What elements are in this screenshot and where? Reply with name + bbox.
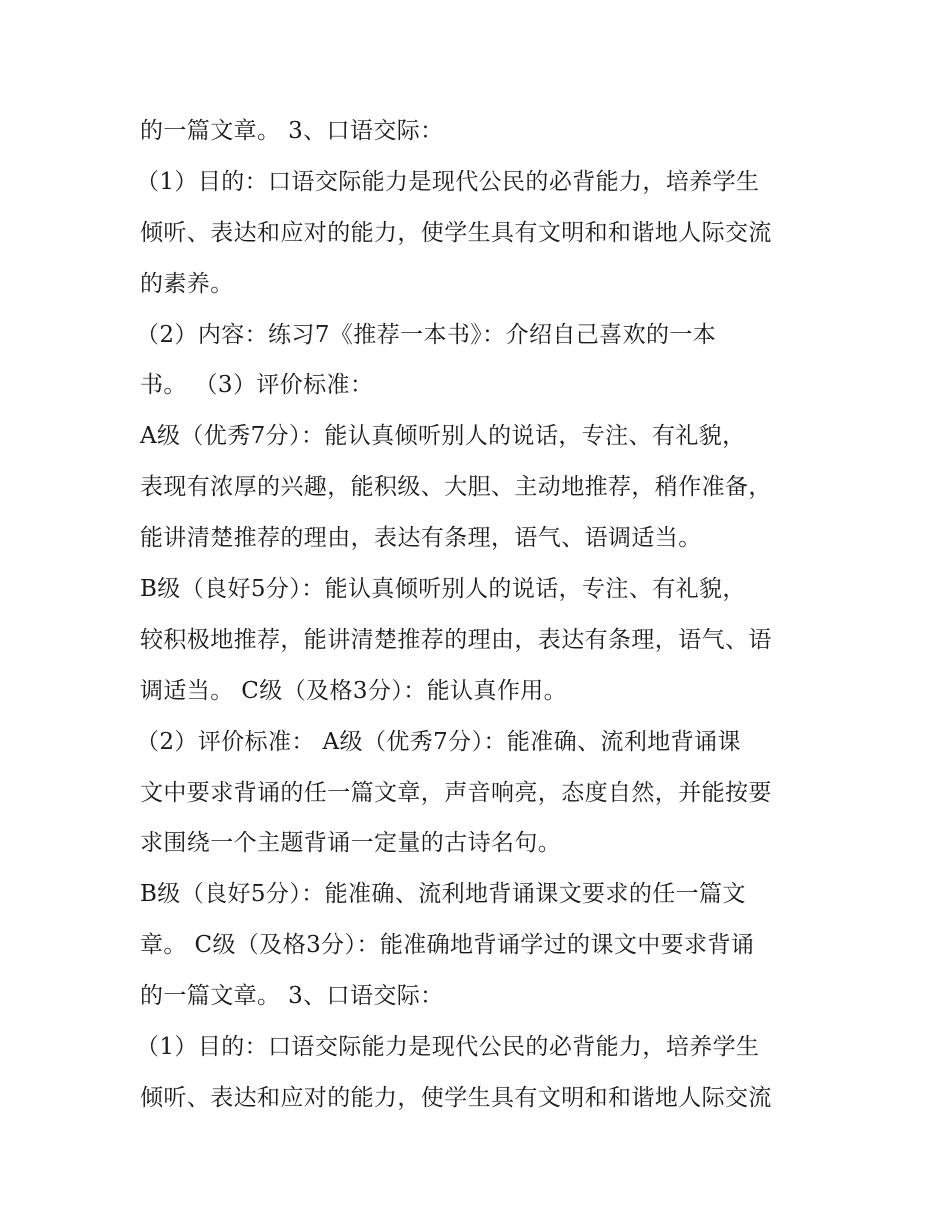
text-line: （1）目的：口语交际能力是现代公民的必背能力，培养学生	[136, 168, 760, 195]
text-line: A级（优秀7分）：能认真倾听别人的说话，专注、有礼貌，	[140, 423, 746, 450]
text-line: 较积极地推荐，能讲清楚推荐的理由，表达有条理，语气、语	[140, 626, 772, 653]
text-line: 调适当。 C级（及格3分）：能认真作用。	[140, 677, 568, 704]
text-line: 倾听、表达和应对的能力，使学生具有文明和和谐地人际交流	[140, 1084, 772, 1111]
document-body	[136, 106, 830, 1124]
text-line: （2）内容：练习7《推荐一本书》：介绍自己喜欢的一本	[136, 321, 717, 348]
text-line: B级（良好5分）：能认真倾听别人的说话，专注、有礼貌，	[140, 576, 746, 603]
text-line: 求围绕一个主题背诵一定量的古诗名句。	[140, 830, 562, 857]
text-line: 的一篇文章。 3、口语交际：	[140, 983, 444, 1010]
text-line: 章。 C级（及格3分）：能准确地背诵学过的课文中要求背诵	[140, 932, 755, 959]
text-line: B级（良好5分）：能准确、流利地背诵课文要求的任一篇文	[140, 881, 746, 908]
text-line: 的素养。	[140, 270, 234, 297]
text-line: 的一篇文章。 3、口语交际：	[140, 118, 444, 144]
text-line: 能讲清楚推荐的理由，表达有条理，语气、语调适当。	[140, 525, 702, 552]
text-line: 表现有浓厚的兴趣，能积级、大胆、主动地推荐，稍作准备，	[140, 474, 772, 501]
text-line: 倾听、表达和应对的能力，使学生具有文明和和谐地人际交流	[140, 219, 772, 246]
text-line: 书。 （3）评价标准：	[140, 372, 374, 399]
text-line: （1）目的：口语交际能力是现代公民的必背能力，培养学生	[136, 1034, 760, 1061]
text-line: 文中要求背诵的任一篇文章，声音响亮，态度自然，并能按要	[140, 779, 772, 806]
text-line: （2）评价标准： A级（优秀7分）：能准确、流利地背诵课	[136, 728, 741, 755]
